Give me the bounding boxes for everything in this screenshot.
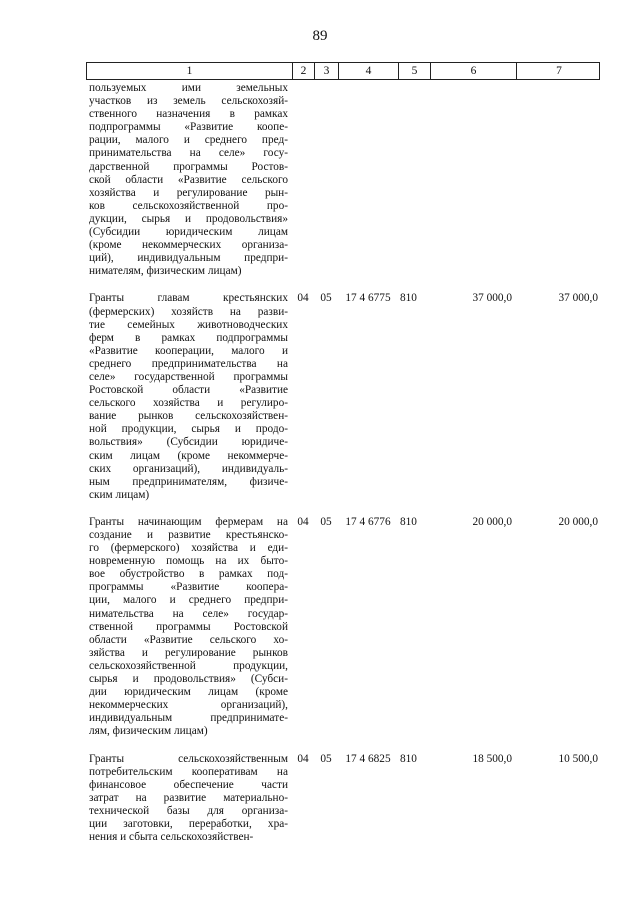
section-code: 04	[297, 752, 309, 765]
row-description	[86, 292, 292, 502]
description-line: рации, малого и среднего пред-	[89, 134, 288, 147]
description-line: зяйства и регулирование рынков	[89, 646, 288, 659]
description-line: подпрограммы «Развитие коопе-	[89, 121, 288, 134]
description-line: создание и развитие крестьянско-	[89, 529, 288, 541]
description-line: вание рынков сельскохозяйствен-	[89, 410, 288, 423]
expense-type-code: 810	[400, 292, 417, 305]
amount-year-2: 37 000,0	[558, 292, 598, 305]
subsection-code: 05	[320, 752, 332, 765]
description-line: затрат на развитие материально-	[89, 791, 288, 804]
description-line: сельскохозяйственной продукции,	[89, 659, 288, 672]
description-line: тие семейных животноводческих	[89, 318, 288, 331]
table-body	[86, 82, 600, 844]
section-code: 04	[297, 292, 309, 305]
description-line: ков сельскохозяйственной про-	[89, 199, 288, 212]
description-line: нимательства на селе» государ-	[89, 607, 288, 620]
column-header: 7	[556, 65, 562, 77]
description-line: вольствия» (Субсидии юридиче-	[89, 436, 288, 449]
column-header: 2	[293, 63, 315, 79]
description-line: ской области «Развитие сельского	[89, 173, 288, 186]
expense-type-code: 810	[400, 515, 417, 528]
amount-year-1: 18 500,0	[472, 752, 512, 765]
description-line: нения и сбыта сельскохозяйствен-	[89, 831, 254, 844]
table-header-row	[86, 62, 600, 80]
description-line: новременную помощь на их быто-	[89, 555, 288, 568]
amount-year-1: 20 000,0	[472, 515, 512, 528]
table-row	[86, 516, 600, 739]
description-line: дарственной программы Ростов-	[89, 160, 288, 173]
section-code	[292, 82, 314, 278]
description-line: среднего предпринимательства на	[89, 357, 288, 370]
description-line: сырья и продовольствия» (Субси-	[89, 673, 288, 686]
description-line: лям, физическим лицам)	[89, 725, 208, 738]
row-description	[86, 82, 292, 278]
subsection-code	[314, 82, 338, 278]
section-code: 04	[297, 515, 309, 528]
subsection-code: 05	[320, 292, 332, 305]
target-article-code: 17 4 6825	[345, 752, 391, 765]
description-line: Ростовской области «Развитие	[89, 384, 288, 397]
description-line: сельского хозяйства и регулиро-	[89, 397, 288, 410]
description-line: нимателям, физическим лицам)	[89, 265, 242, 278]
description-line: финансовое обеспечение части	[89, 778, 288, 791]
amount-year-2	[516, 82, 600, 278]
description-line: ственного назначения в рамках	[89, 108, 288, 121]
row-description	[86, 516, 292, 739]
description-line: ским лицам (кроме некоммерче-	[89, 449, 288, 462]
table-row	[86, 292, 600, 502]
amount-year-2: 20 000,0	[558, 515, 598, 528]
description-line: пользуемых ими земельных	[89, 82, 288, 94]
description-line: «Развитие кооперации, малого и	[89, 344, 288, 357]
column-header: 6	[431, 63, 517, 79]
description-line: дукции, сырья и продовольствия»	[89, 212, 288, 225]
description-line: потребительским кооперативам на	[89, 765, 288, 778]
description-line: го (фермерского) хозяйства и еди-	[89, 542, 288, 555]
description-line: области «Развитие сельского хо-	[89, 633, 288, 646]
column-header: 5	[399, 63, 431, 79]
amount-year-2: 10 500,0	[558, 752, 598, 765]
description-line: ным предпринимателям, физиче-	[89, 475, 288, 488]
description-line: вое обустройство в рамках под-	[89, 568, 288, 581]
description-line: Гранты начинающим фермерам на	[89, 515, 288, 528]
column-header: 4	[339, 63, 399, 79]
page-number: 89	[312, 28, 328, 44]
description-line: программы «Развитие коопера-	[89, 581, 288, 594]
target-article-code	[338, 82, 398, 278]
subsection-code: 05	[320, 515, 332, 528]
column-header: 3	[315, 63, 339, 79]
description-line: хозяйства и регулирование рын-	[89, 186, 288, 199]
description-line: ций), индивидуальным предпри-	[89, 252, 288, 265]
amount-year-1: 37 000,0	[472, 292, 512, 305]
description-line: ственной программы Ростовской	[89, 620, 288, 633]
description-line: ной продукции, сырья и продо-	[89, 423, 288, 436]
amount-year-1	[430, 82, 516, 278]
description-line: участков из земель сельскохозяй-	[89, 95, 288, 108]
table-row	[86, 82, 600, 278]
description-line: ции, малого и среднего предпри-	[89, 594, 288, 607]
description-line: дии юридическим лицам (кроме	[89, 686, 288, 699]
description-line: ферм в рамках подпрограммы	[89, 331, 288, 344]
table-row	[86, 753, 600, 845]
description-line: ским лицам)	[89, 488, 150, 501]
description-line: ции заготовки, переработки, хра-	[89, 817, 288, 830]
description-line: технической базы для организа-	[89, 804, 288, 817]
target-article-code: 17 4 6775	[345, 292, 391, 305]
target-article-code: 17 4 6776	[345, 515, 391, 528]
column-header: 1	[87, 63, 293, 79]
budget-table	[86, 62, 600, 858]
description-line: Гранты главам крестьянских	[89, 292, 288, 305]
description-line: Гранты сельскохозяйственным	[89, 752, 288, 765]
description-line: индивидуальным предпринимате-	[89, 712, 288, 725]
description-line: селе» государственной программы	[89, 370, 288, 383]
description-line: (Субсидии юридическим лицам	[89, 226, 288, 239]
expense-type-code: 810	[400, 752, 417, 765]
description-line: принимательства на селе» госу-	[89, 147, 288, 160]
description-line: некоммерческих организаций),	[89, 699, 288, 712]
row-description	[86, 753, 292, 845]
description-line: (фермерских) хозяйств на разви-	[89, 305, 288, 318]
description-line: (кроме некоммерческих организа-	[89, 239, 288, 252]
description-line: ских организаций), индивидуаль-	[89, 462, 288, 475]
expense-type-code	[398, 82, 430, 278]
